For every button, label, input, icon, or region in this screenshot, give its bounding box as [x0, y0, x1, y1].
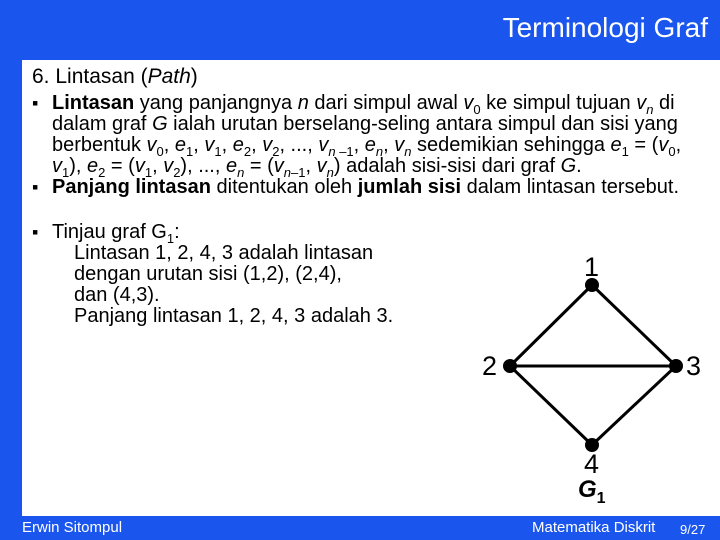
example-intro: Tinjau graf G — [52, 221, 167, 243]
left-accent-strip — [0, 60, 22, 516]
example-line-1: Lintasan 1, 2, 4, 3 adalah lintasan — [74, 242, 374, 264]
example-line-2: dengan urutan sisi (1,2), (2,4), — [74, 263, 342, 285]
example-line-3: dan (4,3). — [74, 284, 160, 306]
node-label-2: 2 — [482, 351, 498, 381]
edge-2-4 — [510, 366, 592, 445]
jumlah-sisi-term: jumlah sisi — [357, 176, 462, 198]
footer-author: Erwin Sitompul — [22, 519, 123, 536]
edge-1-3 — [592, 285, 676, 366]
lintasan-term: Lintasan — [52, 92, 135, 114]
section-heading: 6. Lintasan (Path) — [32, 65, 198, 88]
panjang-term: Panjang lintasan — [52, 176, 211, 198]
panjang-end: dalam lintasan tersebut. — [466, 176, 680, 198]
bullet-example: ▪ Tinjau graf $G_1$: Lintasan 1, 2, 4, 3 adalah lintasan dengan urutan sisi (1,2), (2,4), dan (4,3). Panjang lintasan 1, 2, 4, 3 adalah 3. — [32, 222, 712, 327]
page-number: 9/27 — [680, 522, 706, 537]
footer-course: Matematika Diskrit — [532, 519, 656, 536]
bullet-lintasan-definition: ▪ Lintasan yang panjangnya n dari simpul awal $v_0$ ke simpul tujuan $v_n$ di dalam graf G ialah urutan berselang-seling antara simpul dan sisi yang berbentuk $v_0$, $e_1$, $v_1$, $e_2$, $v_2$, ..., $v_{n -1}$, $e_n$, $v_n$ sedemikian sehingga $e_1 = (v_0$, $v_1$), $e_2 = (v_1$, $v_2$), ..., $e_n = (v_{n-1}$, $v_n$) adalah sisi-sisi dari graf G. — [32, 93, 712, 177]
node-2 — [503, 359, 517, 373]
edge-3-4 — [592, 366, 676, 445]
slide-title: Terminologi Graf — [502, 12, 708, 43]
node-label-3: 3 — [686, 351, 702, 381]
node-label-4: 4 — [584, 449, 600, 479]
footer-bar — [0, 516, 720, 540]
graph-g1 — [460, 240, 720, 480]
bullet-panjang-lintasan — [32, 177, 712, 198]
panjang-mid: ditentukan oleh — [216, 176, 353, 198]
example-line-4: Panjang lintasan 1, 2, 4, 3 adalah 3. — [74, 305, 394, 327]
node-3 — [669, 359, 683, 373]
edge-1-2 — [510, 285, 592, 366]
node-label-1: 1 — [584, 252, 600, 282]
graph-label: $G_1$ — [578, 476, 606, 507]
title-bar — [0, 0, 720, 60]
